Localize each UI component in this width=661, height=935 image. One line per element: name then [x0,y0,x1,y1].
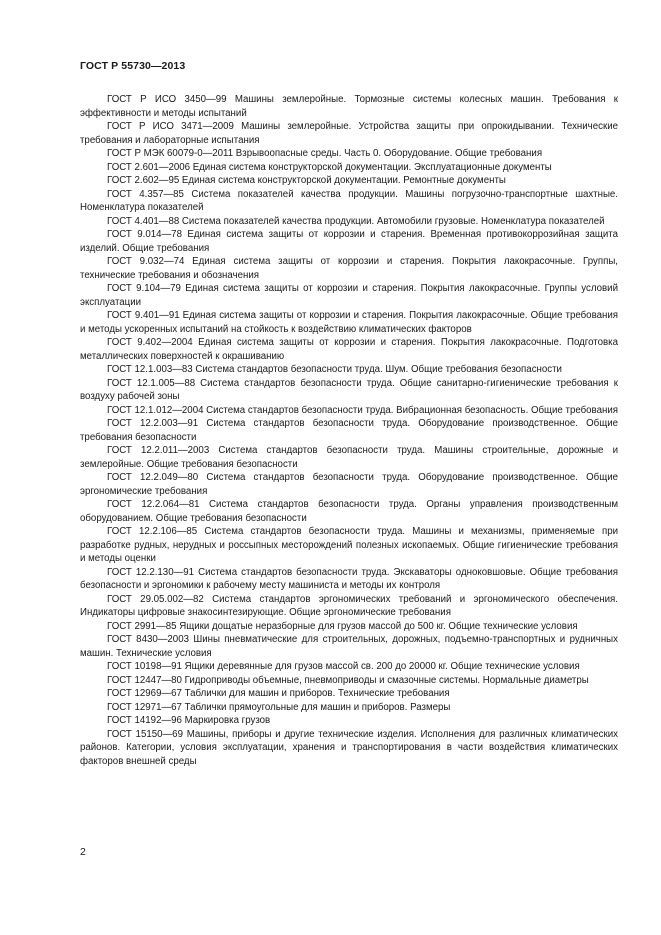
reference-item: ГОСТ 9.032—74 Единая система защиты от коррозии и старения. Покрытия лакокрасочные. Группы, технические требования и обозначения [80,256,618,281]
reference-item: ГОСТ 8430—2003 Шины пневматические для строительных, дорожных, подъемно-транспортных и рудничных машин. Технические условия [80,634,618,659]
reference-item: ГОСТ 12971—67 Таблички прямоугольные для машин и приборов. Размеры [107,701,451,713]
reference-item: ГОСТ 2.601—2006 Единая система конструкторской документации. Эксплуатационные документы [107,161,552,173]
reference-item: ГОСТ 12.2.106—85 Система стандартов безопасности труда. Машины и механизмы, применяемые при разработке рудных, нерудных и россыпных месторождений полезных ископаемых. Общие гигиенические требования и методы оценки [80,526,618,564]
page-number: 2 [80,846,86,858]
reference-item: ГОСТ 2.602—95 Единая система конструкторской документации. Ремонтные документы [107,175,506,186]
reference-item: ГОСТ 12.1.003—83 Система стандартов безопасности труда. Шум. Общие требования безопасности [107,364,562,375]
reference-item: ГОСТ Р ИСО 3471—2009 Машины землеройные. Устройства защиты при опрокидывании. Технические требования и лабораторные испытания [80,121,618,146]
reference-item: ГОСТ 4.357—85 Система показателей качества продукции. Машины погрузочно-транспортные шахтные. Номенклатура показателей [80,188,618,213]
reference-item: ГОСТ 12.2.130—91 Система стандартов безопасности труда. Экскаваторы одноковшовые. Общие требования безопасности и эргономики к рабочему месту машиниста и методы их контроля [80,566,618,591]
reference-item: ГОСТ 29.05.002—82 Система стандартов эргономических требований и эргономического обеспечения. Индикаторы цифровые знакосинтезирующие. Общие эргономические требования [80,593,618,618]
reference-item: ГОСТ 9.104—79 Единая система защиты от коррозии и старения. Покрытия лакокрасочные. Группы условий эксплуатации [80,283,618,308]
reference-item: ГОСТ 15150—69 Машины, приборы и другие технические изделия. Исполнения для различных климатических районов. Категории, условия эксплуатации, хранения и транспортирования в части воздействия климатических факторов внешней среды [80,728,618,767]
reference-item: ГОСТ 10198—91 Ящики деревянные для грузов массой св. 200 до 20000 кг. Общие технические условия [107,661,580,672]
reference-item: ГОСТ 14192—96 Маркировка грузов [107,715,271,726]
document-header: ГОСТ Р 55730—2013 [80,60,186,72]
reference-item: ГОСТ 12.2.011—2003 Система стандартов безопасности труда. Машины строительные, дорожные и землеройные. Общие требования безопасности [80,445,618,470]
reference-item: ГОСТ 12.2.049—80 Система стандартов безопасности труда. Оборудование производственное. Общие эргономические требования [80,472,618,497]
reference-item: ГОСТ 12447—80 Гидроприводы объемные, пневмоприводы и смазочные системы. Нормальные диаметры [107,674,589,686]
normative-references-list [80,93,618,768]
reference-item: ГОСТ 9.401—91 Единая система защиты от коррозии и старения. Покрытия лакокрасочные. Общие требования и методы ускоренных испытаний на стойкость к воздействию климатических факторов [80,310,618,335]
reference-item: ГОСТ Р МЭК 60079-0—2011 Взрывоопасные среды. Часть 0. Оборудование. Общие требования [107,148,543,159]
reference-item: ГОСТ 2991—85 Ящики дощатые неразборные для грузов массой до 500 кг. Общие технические условия [107,620,578,632]
reference-item: ГОСТ 4.401—88 Система показателей качества продукции. Автомобили грузовые. Номенклатура показателей [107,215,605,227]
reference-item: ГОСТ 9.014—78 Единая система защиты от коррозии и старения. Временная противокоррозийная защита изделий. Общие требования [80,229,618,254]
reference-item: ГОСТ 12.1.012—2004 Система стандартов безопасности труда. Вибрационная безопасность. Общие требования [107,404,618,416]
reference-item: ГОСТ 12.2.003—91 Система стандартов безопасности труда. Оборудование производственное. Общие требования безопасности [80,418,618,443]
reference-item: ГОСТ Р ИСО 3450—99 Машины землеройные. Тормозные системы колесных машин. Требования к эффективности и методы испытаний [80,94,618,119]
reference-item: ГОСТ 9.402—2004 Единая система защиты от коррозии и старения. Покрытия лакокрасочные. Подготовка металлических поверхностей к окрашиванию [80,337,618,362]
reference-item: ГОСТ 12.1.005—88 Система стандартов безопасности труда. Общие санитарно-гигиенические требования к воздуху рабочей зоны [80,377,618,402]
reference-item: ГОСТ 12.2.064—81 Система стандартов безопасности труда. Органы управления производственным оборудованием. Общие требования безопасности [80,499,618,524]
reference-item: ГОСТ 12969—67 Таблички для машин и приборов. Технические требования [107,688,450,699]
